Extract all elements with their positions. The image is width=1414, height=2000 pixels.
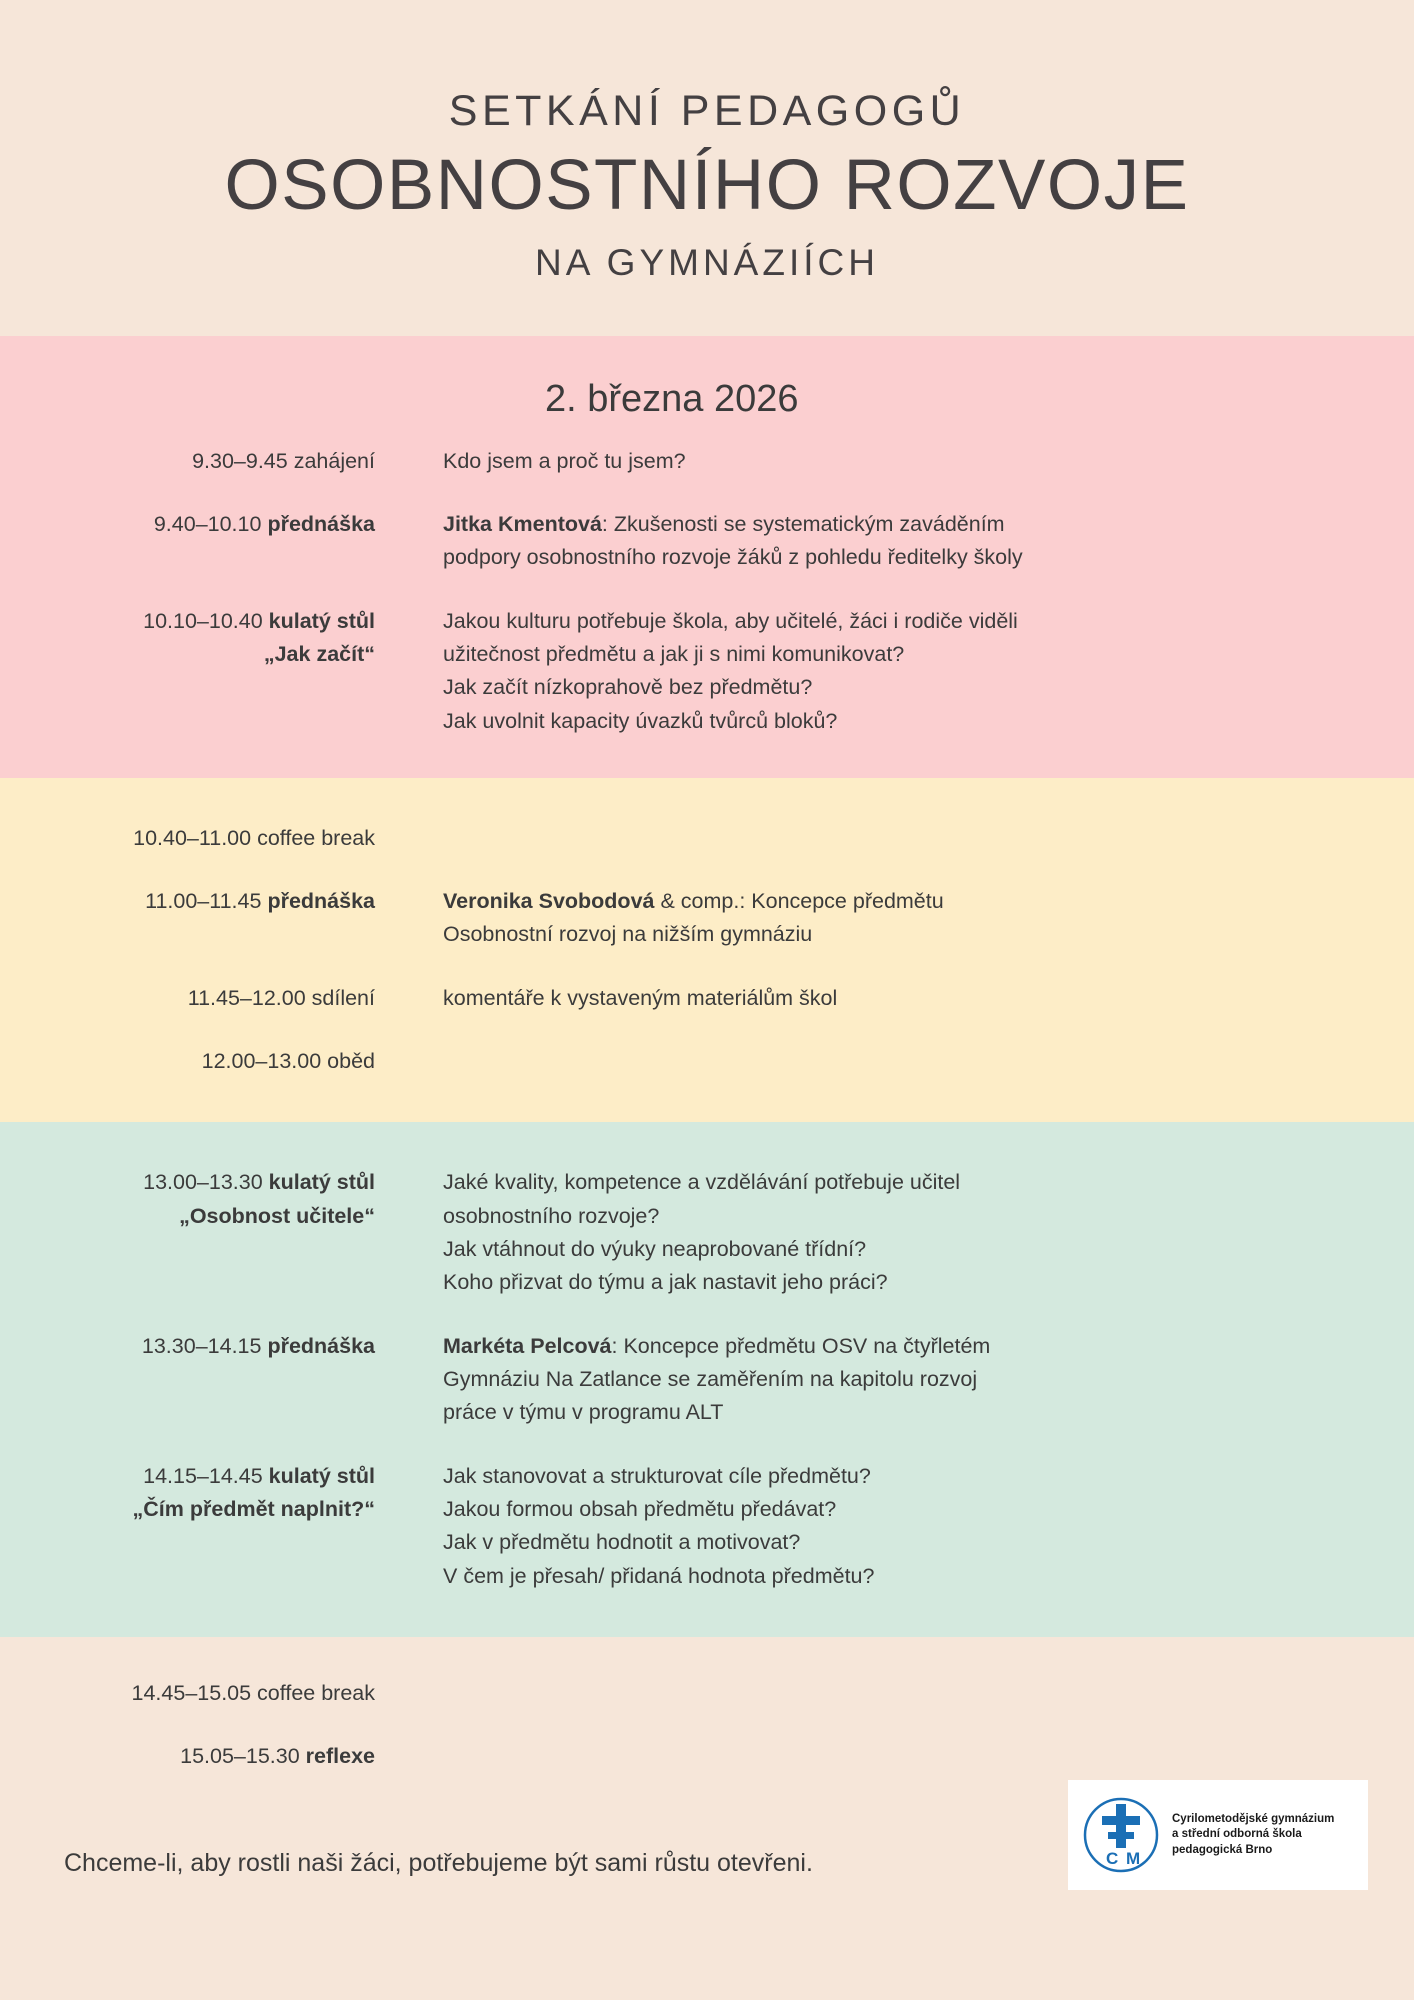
logo-text: [1172, 1812, 1334, 1858]
schedule-time: [0, 508, 375, 541]
schedule-description-line: Jak uvolnit kapacity úvazků tvůrců bloků?: [443, 708, 838, 733]
schedule-time: [0, 1045, 375, 1078]
logo-text-line-2: a střední odborná škola: [1172, 1828, 1302, 1841]
schedule-time: [0, 1740, 375, 1773]
schedule-time-main: 9.40–10.10: [153, 511, 268, 536]
schedule-time-subtitle: „Osobnost učitele“: [179, 1203, 375, 1228]
schedule-row: [0, 1330, 1414, 1430]
schedule-row: [0, 885, 1414, 952]
schedule-description-line: Jak začít nízkoprahově bez předmětu?: [443, 675, 813, 700]
schedule-row: [0, 1045, 1414, 1078]
schedule-description-line: Jakou kulturu potřebuje škola, aby učitelé, žáci i rodiče viděli: [443, 608, 1018, 633]
schedule-time-main: 12.00–13.00 oběd: [201, 1049, 375, 1074]
schedule-description: [375, 1166, 960, 1299]
schedule-description-line: Jitka Kmentová: Zkušenosti se systematickým zaváděním: [443, 511, 1005, 536]
schedule-time-subtitle: „Čím předmět naplnit?“: [132, 1496, 375, 1521]
schedule-description-line: Jak vtáhnout do výuky neaprobované třídní?: [443, 1237, 867, 1261]
schedule-description: [375, 508, 1023, 575]
footer-tagline: Chceme-li, aby rostli naši žáci, potřebujeme být sami růstu otevřeni.: [64, 1849, 813, 1877]
schedule-time: [0, 1166, 375, 1233]
schedule-description-line: podpory osobnostního rozvoje žáků z pohledu ředitelky školy: [443, 545, 1023, 570]
speaker-name: Veronika Svobodová: [443, 889, 655, 914]
schedule-time-main: 15.05–15.30: [180, 1744, 306, 1769]
schedule-time-subtitle: „Jak začít“: [263, 641, 375, 666]
schedule-time: [0, 822, 375, 855]
schedule-rows-morning: [0, 441, 1414, 778]
section-midday: [0, 778, 1414, 1123]
schedule-time-main: 14.15–14.45: [143, 1463, 269, 1488]
speaker-name: Jitka Kmentová: [443, 511, 602, 536]
schedule-rows-midday: [0, 778, 1414, 1123]
schedule-time-type: kulatý stůl: [268, 1463, 375, 1488]
event-date: 2. března 2026: [545, 377, 799, 420]
schedule-description-line: Jakou formou obsah předmětu předávat?: [443, 1496, 837, 1521]
schedule-description-line: V čem je přesah/ přidaná hodnota předmětu?: [443, 1563, 875, 1588]
schedule-time: [0, 605, 375, 672]
schedule-description-line: Koho přizvat do týmu a jak nastavit jeho práci?: [443, 1270, 888, 1295]
schedule-time: [0, 445, 375, 478]
logo-cross-icon: [1082, 1796, 1160, 1874]
schedule-description-line: Jaké kvality, kompetence a vzdělávání potřebuje učitel: [443, 1170, 961, 1195]
schedule-row: [0, 1460, 1414, 1593]
title-line-2: OSOBNOSTNÍHO ROZVOJE: [224, 146, 1190, 226]
schedule-row: [0, 822, 1414, 855]
schedule-time-type: přednáška: [267, 511, 375, 536]
svg-text:C: C: [1106, 1849, 1119, 1868]
schedule-description-line: Osobnostní rozvoj na nižším gymnáziu: [443, 922, 813, 947]
logo-text-line-3: pedagogická Brno: [1172, 1843, 1273, 1856]
schedule-time-type: přednáška: [267, 889, 375, 914]
schedule-time: [0, 1460, 375, 1527]
schedule-row: [0, 1166, 1414, 1299]
schedule-description: [375, 982, 837, 1015]
svg-text:M: M: [1126, 1849, 1141, 1868]
schedule-row: [0, 605, 1414, 738]
schedule-description: [375, 1460, 874, 1593]
schedule-time: [0, 885, 375, 918]
schedule-time-main: 10.10–10.40: [143, 608, 269, 633]
logo-text-line-1: Cyrilometodějské gymnázium: [1172, 1813, 1335, 1826]
schedule-description-line: užitečnost předmětu a jak ji s nimi komunikovat?: [443, 641, 905, 666]
schedule-description-line: osobnostního rozvoje?: [443, 1203, 660, 1228]
title-line-3: NA GYMNÁZIÍCH: [535, 241, 879, 283]
schedule-description: [375, 445, 686, 478]
speaker-name: Markéta Pelcová: [443, 1333, 612, 1358]
schedule-time: [0, 1677, 375, 1710]
schedule-description: [375, 885, 944, 952]
section-closing: [0, 1637, 1414, 1784]
schedule-time: [0, 982, 375, 1015]
schedule-time-main: 13.30–14.15: [141, 1333, 268, 1358]
schedule-description-line: Jak stanovovat a strukturovat cíle předmětu?: [443, 1463, 871, 1488]
schedule-time: [0, 1330, 375, 1363]
schedule-row: [0, 1740, 1414, 1773]
schedule-description-line: práce v týmu v programu ALT: [443, 1400, 724, 1425]
title-line-1: SETKÁNÍ PEDAGOGŮ: [448, 87, 966, 135]
schedule-row: [0, 982, 1414, 1015]
schedule-rows-closing: [0, 1637, 1414, 1784]
section-morning: [0, 336, 1414, 778]
school-logo: [1068, 1780, 1368, 1890]
schedule-time-main: 9.30–9.45 zahájení: [192, 448, 375, 473]
schedule-description-line: komentáře k vystaveným materiálům škol: [443, 985, 838, 1010]
schedule-time-main: 11.45–12.00 sdílení: [187, 985, 375, 1010]
schedule-description: [375, 605, 1018, 738]
schedule-description-line: Veronika Svobodová & comp.: Koncepce předmětu: [443, 889, 944, 914]
schedule-time-type: přednáška: [267, 1333, 375, 1358]
schedule-time-main: 14.45–15.05 coffee break: [131, 1680, 375, 1705]
schedule-time-type: kulatý stůl: [268, 1170, 375, 1195]
schedule-description-line: Markéta Pelcová: Koncepce předmětu OSV na čtyřletém: [443, 1333, 991, 1358]
section-afternoon: [0, 1122, 1414, 1636]
schedule-description-line: Gymnáziu Na Zatlance se zaměřením na kapitolu rozvoj: [443, 1366, 978, 1391]
schedule-row: [0, 445, 1414, 478]
schedule-row: [0, 1677, 1414, 1710]
schedule-row: [0, 508, 1414, 575]
schedule-description: [375, 1330, 990, 1430]
schedule-time-main: 10.40–11.00 coffee break: [133, 825, 375, 850]
schedule-rows-afternoon: [0, 1122, 1414, 1636]
schedule-description-line: Jak v předmětu hodnotit a motivovat?: [443, 1530, 801, 1555]
poster-footer: [0, 1783, 1414, 2000]
schedule-time-type: kulatý stůl: [268, 608, 375, 633]
schedule-description-line: Kdo jsem a proč tu jsem?: [443, 448, 686, 473]
schedule-time-main: 11.00–11.45: [145, 889, 268, 914]
schedule-time-type: reflexe: [305, 1744, 375, 1769]
schedule-time-main: 13.00–13.30: [143, 1170, 269, 1195]
poster-header: [0, 0, 1414, 336]
